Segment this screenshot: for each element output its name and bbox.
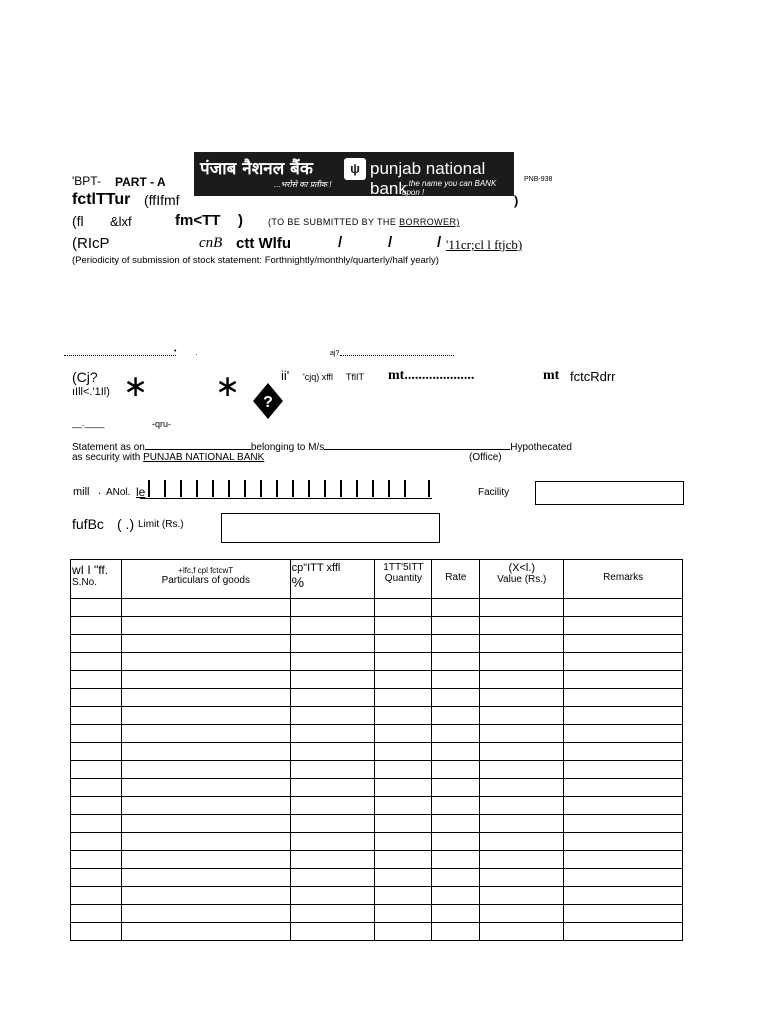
- table-cell[interactable]: [375, 599, 432, 617]
- table-cell[interactable]: [290, 689, 375, 707]
- table-cell[interactable]: [290, 815, 375, 833]
- table-cell[interactable]: [564, 617, 683, 635]
- table-cell[interactable]: [290, 617, 375, 635]
- table-cell[interactable]: [480, 743, 564, 761]
- account-digit-divider: [180, 480, 182, 497]
- table-cell[interactable]: [121, 653, 290, 671]
- table-cell[interactable]: [564, 887, 683, 905]
- table-cell[interactable]: [375, 635, 432, 653]
- table-cell[interactable]: [375, 671, 432, 689]
- col-header-particulars: +lfc,f cpl fctcwT Particulars of goods: [121, 560, 290, 599]
- table-cell[interactable]: [71, 689, 122, 707]
- account-digit-divider: [196, 480, 198, 497]
- table-cell[interactable]: [375, 869, 432, 887]
- table-cell[interactable]: [71, 833, 122, 851]
- table-cell[interactable]: [121, 851, 290, 869]
- table-row: [71, 833, 683, 851]
- table-cell[interactable]: [121, 887, 290, 905]
- table-row: [71, 851, 683, 869]
- table-cell[interactable]: [290, 653, 375, 671]
- table-row: [71, 599, 683, 617]
- dash-mark: __.____: [72, 418, 105, 428]
- logo-hindi-tagline: ...भरोसे का प्रतीक !: [274, 180, 332, 189]
- account-prefix-c: ANol.: [106, 487, 131, 498]
- table-cell[interactable]: [480, 725, 564, 743]
- account-digit-divider: [276, 480, 278, 497]
- dotted-line-1: [64, 355, 176, 356]
- diamond-question-glyph: ?: [263, 394, 273, 411]
- table-cell[interactable]: [71, 923, 122, 941]
- table-cell[interactable]: [290, 797, 375, 815]
- subtitle-d: ): [238, 212, 243, 229]
- table-cell[interactable]: [432, 725, 480, 743]
- account-digit-divider: [356, 480, 358, 497]
- subtitle-c: fm<TT: [175, 212, 221, 229]
- account-digit-divider: [148, 480, 150, 497]
- table-row: [71, 743, 683, 761]
- table-cell[interactable]: [564, 851, 683, 869]
- table-cell[interactable]: [375, 833, 432, 851]
- logo-english-name: punjab national bank: [370, 159, 486, 198]
- submitted-by-note: (TO BE SUBMITTED BY THE BORROWER): [268, 217, 460, 227]
- part-label: PART - A: [115, 175, 166, 189]
- table-cell[interactable]: [290, 707, 375, 725]
- account-digit-divider: [308, 480, 310, 497]
- table-cell[interactable]: [480, 689, 564, 707]
- table-cell[interactable]: [375, 653, 432, 671]
- table-cell[interactable]: [480, 617, 564, 635]
- small-mark: ·: [195, 350, 198, 359]
- table-cell[interactable]: [432, 869, 480, 887]
- account-digit-divider: [428, 480, 430, 497]
- table-cell[interactable]: [480, 833, 564, 851]
- table-cell[interactable]: [432, 689, 480, 707]
- title-line-a: fctlTTur: [72, 191, 131, 208]
- table-row: [71, 635, 683, 653]
- table-row: [71, 887, 683, 905]
- dot-marker: •: [174, 348, 177, 355]
- account-digit-divider: [244, 480, 246, 497]
- table-cell[interactable]: [564, 833, 683, 851]
- table-cell[interactable]: [71, 761, 122, 779]
- table-cell[interactable]: [71, 851, 122, 869]
- date-line-c: ctt Wlfu: [236, 235, 291, 252]
- qru-text: -qru-: [152, 419, 172, 429]
- table-cell[interactable]: [375, 797, 432, 815]
- table-cell[interactable]: [564, 797, 683, 815]
- table-cell[interactable]: [121, 905, 290, 923]
- date-slash-1: /: [338, 234, 343, 251]
- table-cell[interactable]: [432, 851, 480, 869]
- table-cell[interactable]: [432, 833, 480, 851]
- table-cell[interactable]: [432, 671, 480, 689]
- table-cell[interactable]: [375, 851, 432, 869]
- subtitle-a: (fl: [72, 213, 84, 229]
- table-cell[interactable]: [121, 761, 290, 779]
- table-cell[interactable]: [480, 923, 564, 941]
- stock-table: [70, 559, 683, 941]
- facility-field[interactable]: [535, 481, 684, 505]
- periodicity-note: (Periodicity of submission of stock statement: Forthnightly/monthly/quarterly/half yearly): [72, 255, 439, 266]
- facility-label: Facility: [478, 487, 510, 498]
- table-cell[interactable]: [290, 905, 375, 923]
- statement-line-2: [72, 452, 264, 463]
- account-digit-divider: [292, 480, 294, 497]
- table-cell[interactable]: [480, 635, 564, 653]
- table-cell[interactable]: [71, 635, 122, 653]
- table-cell[interactable]: [432, 815, 480, 833]
- table-cell[interactable]: [121, 707, 290, 725]
- statement-date-field[interactable]: [145, 440, 251, 450]
- logo-hindi-name: पंजाब नैशनल बैंक: [200, 159, 313, 179]
- table-cell[interactable]: [480, 653, 564, 671]
- table-cell[interactable]: [71, 707, 122, 725]
- table-cell[interactable]: [375, 761, 432, 779]
- table-cell[interactable]: [375, 923, 432, 941]
- belonging-to-label: belonging to M/s: [250, 442, 325, 453]
- account-digit-divider: [404, 480, 406, 497]
- table-cell[interactable]: [432, 617, 480, 635]
- cj-text: (Cj?: [72, 369, 98, 385]
- col-header-quantity: 1TT'5ITT Quantity: [375, 560, 432, 599]
- table-cell[interactable]: [564, 815, 683, 833]
- security-label: as security with: [72, 452, 141, 463]
- asterisk-1: ∗: [123, 370, 149, 403]
- date-line-b: cnB: [199, 235, 223, 251]
- table-cell[interactable]: [432, 743, 480, 761]
- tflit-text: TflIT: [346, 372, 364, 382]
- table-cell[interactable]: [564, 653, 683, 671]
- table-row: [71, 707, 683, 725]
- table-row: [71, 725, 683, 743]
- table-cell[interactable]: [564, 689, 683, 707]
- table-cell[interactable]: [375, 905, 432, 923]
- form-code: PNB-938: [524, 176, 553, 183]
- col-header-rate: Rate: [432, 560, 480, 599]
- table-cell[interactable]: [290, 635, 375, 653]
- asterisk-2: ∗: [215, 370, 241, 403]
- stock-table-body: [71, 599, 683, 941]
- table-cell[interactable]: [71, 725, 122, 743]
- table-cell[interactable]: [375, 887, 432, 905]
- table-cell[interactable]: [375, 707, 432, 725]
- table-cell[interactable]: [71, 599, 122, 617]
- table-row: [71, 869, 683, 887]
- table-cell[interactable]: [121, 599, 290, 617]
- table-cell[interactable]: [375, 779, 432, 797]
- table-cell[interactable]: [290, 599, 375, 617]
- table-cell[interactable]: [564, 725, 683, 743]
- table-cell[interactable]: [290, 779, 375, 797]
- bank-logo: [194, 152, 514, 196]
- table-row: [71, 761, 683, 779]
- account-digit-divider: [228, 480, 230, 497]
- date-slash-2: /: [388, 234, 393, 251]
- table-cell[interactable]: [71, 815, 122, 833]
- table-cell[interactable]: [432, 635, 480, 653]
- table-cell[interactable]: [564, 779, 683, 797]
- subtitle-b: &lxf: [110, 214, 132, 229]
- table-cell[interactable]: [480, 851, 564, 869]
- title-line-b: (ffIfmf: [144, 192, 180, 208]
- table-cell[interactable]: [564, 671, 683, 689]
- table-cell[interactable]: [121, 797, 290, 815]
- table-row: [71, 689, 683, 707]
- table-cell[interactable]: [71, 653, 122, 671]
- table-cell[interactable]: [564, 707, 683, 725]
- table-cell[interactable]: [480, 887, 564, 905]
- table-cell[interactable]: [375, 617, 432, 635]
- table-cell[interactable]: [432, 779, 480, 797]
- logo-english-tagline: ...the name you can BANK upon !: [402, 179, 497, 197]
- table-cell[interactable]: [480, 905, 564, 923]
- account-number-boxes[interactable]: [140, 480, 432, 499]
- account-digit-divider: [324, 480, 326, 497]
- table-cell[interactable]: [480, 761, 564, 779]
- table-cell[interactable]: [121, 635, 290, 653]
- table-cell[interactable]: [71, 743, 122, 761]
- table-cell[interactable]: [564, 869, 683, 887]
- account-digit-divider: [212, 480, 214, 497]
- table-cell[interactable]: [71, 797, 122, 815]
- mt-dots-text: mt....................: [388, 368, 475, 383]
- statement-as-on-label: Statement as on: [72, 442, 145, 453]
- table-cell[interactable]: [375, 689, 432, 707]
- table-cell[interactable]: [71, 869, 122, 887]
- table-cell[interactable]: [290, 887, 375, 905]
- table-cell[interactable]: [121, 923, 290, 941]
- table-cell[interactable]: [564, 761, 683, 779]
- table-cell[interactable]: [564, 923, 683, 941]
- table-cell[interactable]: [375, 815, 432, 833]
- table-cell[interactable]: [290, 743, 375, 761]
- table-row: [71, 905, 683, 923]
- diamond-question-icon: [253, 383, 283, 419]
- date-line-d: '11cr;cl l ftjcb): [446, 237, 523, 252]
- table-cell[interactable]: [564, 743, 683, 761]
- table-cell[interactable]: [121, 869, 290, 887]
- ii-text: ii': [281, 368, 290, 383]
- table-cell[interactable]: [432, 761, 480, 779]
- limit-field[interactable]: [221, 513, 440, 543]
- table-cell[interactable]: [480, 707, 564, 725]
- cjq-text: 'cjq) xffl: [303, 372, 334, 382]
- table-cell[interactable]: [432, 797, 480, 815]
- table-cell[interactable]: [432, 599, 480, 617]
- table-cell[interactable]: [71, 887, 122, 905]
- table-cell[interactable]: [121, 689, 290, 707]
- limit-label: Limit (Rs.): [138, 519, 184, 530]
- ill-text: ıIll<.'1Il): [72, 386, 110, 398]
- table-cell[interactable]: [121, 779, 290, 797]
- table-row: [71, 779, 683, 797]
- table-row: [71, 923, 683, 941]
- j-mark: aj?: [330, 350, 340, 357]
- part-prefix: 'BPT-: [72, 174, 101, 188]
- table-cell[interactable]: [564, 599, 683, 617]
- table-cell[interactable]: [71, 671, 122, 689]
- table-cell[interactable]: [432, 887, 480, 905]
- fctcrdrr-text: fctcRdrr: [570, 369, 616, 384]
- dotted-line-2: [340, 355, 454, 356]
- table-cell[interactable]: [290, 833, 375, 851]
- table-cell[interactable]: [564, 635, 683, 653]
- table-row: [71, 617, 683, 635]
- company-name-field[interactable]: [324, 440, 510, 450]
- pnb-emblem-icon: ψ: [344, 158, 366, 180]
- table-cell[interactable]: [480, 599, 564, 617]
- table-row: [71, 671, 683, 689]
- table-cell[interactable]: [480, 779, 564, 797]
- account-digit-divider: [388, 480, 390, 497]
- table-cell[interactable]: [121, 743, 290, 761]
- account-prefix-d: le: [136, 485, 146, 499]
- mt-text: mt: [543, 368, 560, 383]
- table-cell[interactable]: [480, 815, 564, 833]
- account-digit-divider: [372, 480, 374, 497]
- table-cell[interactable]: [480, 671, 564, 689]
- table-cell[interactable]: [71, 617, 122, 635]
- table-cell[interactable]: [432, 653, 480, 671]
- table-row: [71, 815, 683, 833]
- account-digit-divider: [260, 480, 262, 497]
- table-cell[interactable]: [432, 905, 480, 923]
- table-cell[interactable]: [480, 797, 564, 815]
- table-cell[interactable]: [375, 725, 432, 743]
- account-prefix-b: .: [98, 485, 102, 497]
- table-header-row: [71, 560, 683, 599]
- title-line-c: ): [514, 193, 519, 208]
- table-cell[interactable]: [71, 779, 122, 797]
- date-line-a: (RIcP: [72, 235, 110, 252]
- table-cell[interactable]: [290, 869, 375, 887]
- borrower-label: BORROWER): [399, 217, 460, 227]
- table-row: [71, 653, 683, 671]
- table-cell[interactable]: [71, 905, 122, 923]
- hypothecated-label: Hypothecated: [510, 442, 572, 453]
- col-header-value: (X<l.) Value (Rs.): [480, 560, 564, 599]
- table-cell[interactable]: [290, 725, 375, 743]
- limit-paren: ( .): [117, 516, 135, 532]
- table-cell[interactable]: [432, 923, 480, 941]
- table-cell[interactable]: [564, 905, 683, 923]
- table-cell[interactable]: [121, 815, 290, 833]
- account-digit-divider: [340, 480, 342, 497]
- table-cell[interactable]: [432, 707, 480, 725]
- limit-hindi-label: fufBc: [72, 516, 104, 532]
- col-header-sno: wI I "ff. S.No.: [71, 560, 122, 599]
- table-cell[interactable]: [121, 725, 290, 743]
- table-cell[interactable]: [121, 617, 290, 635]
- table-cell[interactable]: [121, 833, 290, 851]
- table-cell[interactable]: [375, 743, 432, 761]
- account-digit-divider: [164, 480, 166, 497]
- bank-name-text: PUNJAB NATIONAL BANK: [143, 452, 265, 463]
- table-cell[interactable]: [480, 869, 564, 887]
- table-cell[interactable]: [290, 851, 375, 869]
- account-prefix-a: mill: [73, 486, 90, 498]
- office-label: (Office): [469, 452, 502, 463]
- table-cell[interactable]: [121, 671, 290, 689]
- table-cell[interactable]: [290, 671, 375, 689]
- table-row: [71, 797, 683, 815]
- date-slash-3: /: [437, 234, 442, 251]
- col-header-remarks: Remarks: [564, 560, 683, 599]
- table-cell[interactable]: [290, 761, 375, 779]
- col-header-unit: cp"ITT xffl %: [290, 560, 375, 599]
- table-cell[interactable]: [290, 923, 375, 941]
